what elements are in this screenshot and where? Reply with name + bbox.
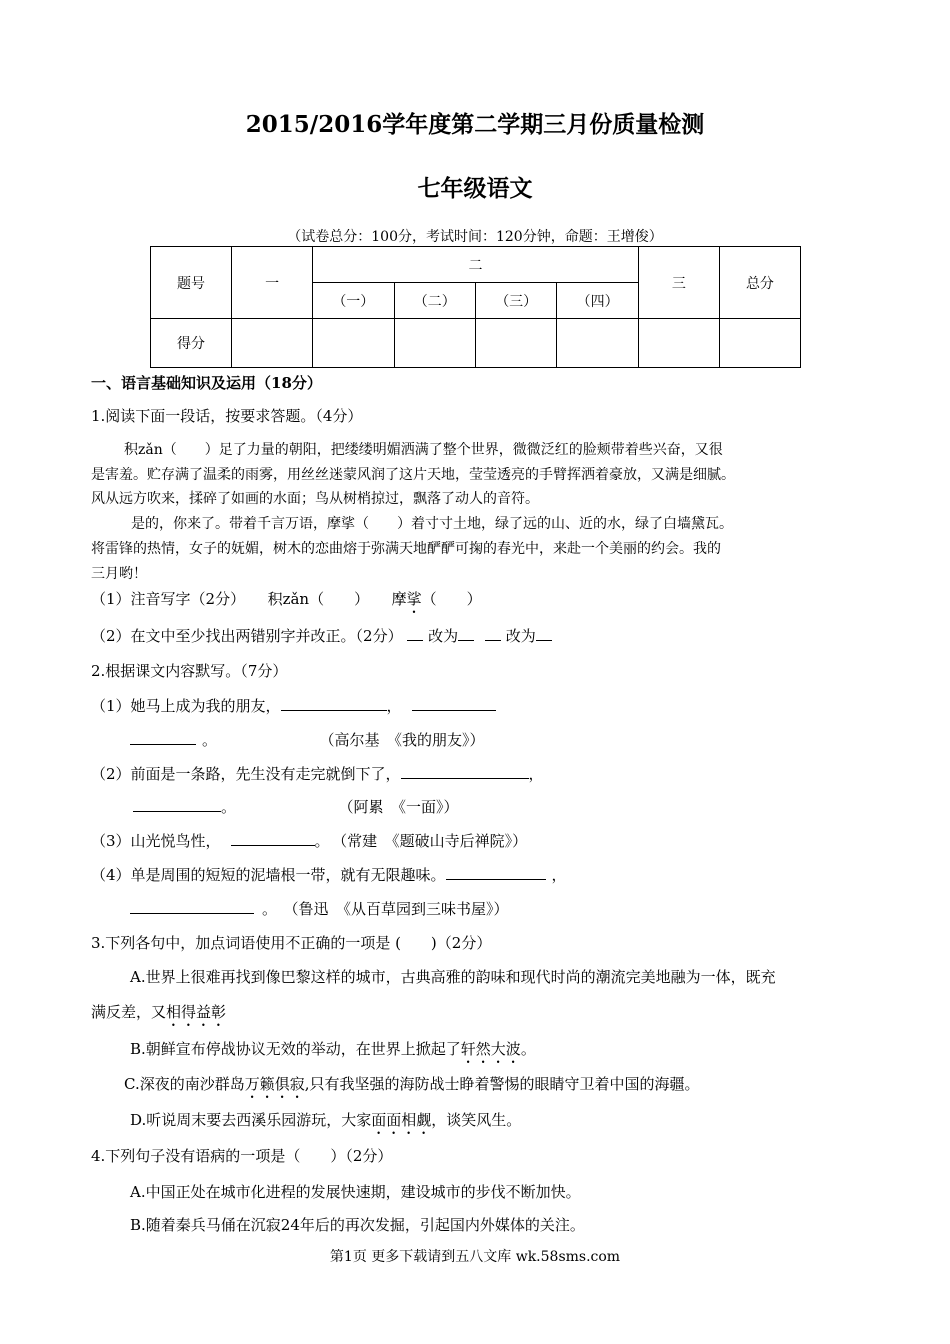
punct: 。 [314,832,330,850]
q3-c-end: ,只有我坚强的海防战士睁着警惕的眼睛守卫着中国的海疆。 [304,1075,700,1093]
q2-s3 [91,830,527,851]
q3-option-c [124,1073,700,1102]
q2-s1-source: （高尔基 《我的朋友》） [327,731,485,749]
q2-s3-text: （3）山光悦鸟性， [91,832,221,850]
q3-option-b [130,1038,536,1067]
answer-blank[interactable] [401,764,529,779]
punct: ， [386,697,402,715]
score-cell[interactable] [232,319,313,368]
q3-a-text: 满反差，又 [91,1003,167,1021]
q3-d-dotted: 面面相觑 [371,1111,432,1129]
sub-col-2: （二） [394,283,475,319]
q3-option-a: A.世界上很难再找到像巴黎这样的城市，古典高雅的韵味和现代时尚的潮流完美地融为一体，既充 [130,968,776,986]
sub-col-4: （四） [557,283,638,319]
q1-sub1 [91,588,482,617]
q3-d-end: ，谈笑风生。 [431,1111,522,1129]
q1-passage [91,438,871,586]
change-label: 改为 [428,627,459,645]
q3-option-d [130,1109,521,1138]
answer-blank[interactable] [133,797,221,812]
col-three: 三 [638,247,719,319]
score-cell[interactable] [638,319,719,368]
punct: 。 [520,1040,536,1058]
q3-d-text: D.听说周末要去西溪乐园游玩，大家 [130,1111,372,1129]
answer-blank[interactable] [485,626,501,641]
answer-blank[interactable] [130,899,254,914]
page-footer: 第1页 更多下载请到五八文库 wk.58sms.com [329,1249,621,1265]
q1-stem: 1.阅读下面一段话，按要求答题。（4分） [91,407,363,425]
passage-line: 风从远方吹来，揉碎了如画的水面；鸟从树梢掠过，飘落了动人的音符。 [91,491,539,508]
q2-s2-text: （2）前面是一条路，先生没有走完就倒下了， [91,765,401,783]
section1-heading: 一、语言基础知识及运用（18分） [91,374,322,392]
answer-blank[interactable] [458,626,474,641]
sub-col-3: （三） [475,283,556,319]
q2-s2-source: （阿累 《一面》） [346,798,459,816]
punct: ， [528,765,544,783]
q1-sub2 [91,625,552,646]
q3-a-dotted: 相得益彰 [166,1003,227,1021]
q3-b-dotted: 轩然大波 [460,1040,521,1058]
col-one: 一 [232,247,313,319]
score-cell[interactable] [475,319,556,368]
passage-line: 三月哟！ [91,565,147,582]
punct: 。 [202,731,218,749]
passage-line: 是害羞。贮存满了温柔的雨雾，用丝丝迷蒙风润了这片天地，莹莹透亮的手臂挥洒着豪放，又满是细腻。 [91,466,735,483]
score-cell[interactable] [313,319,394,368]
row-label-number: 题号 [151,247,232,319]
punct: ， [551,866,567,884]
sub-col-1: （一） [313,283,394,319]
passage-line: 将雷锋的热情，女子的妩媚，树木的恋曲熔于弥满天地酽酽可掬的春光中，来赴一个美丽的约会。我的 [91,540,721,557]
q1-sub1-dotted: 挲 [406,590,422,608]
change-label: 改为 [505,627,536,645]
q2-s1 [91,695,496,716]
q2-s1-cont [130,729,485,750]
q1-sub1-paren: （ ） [421,590,482,608]
q2-s4 [91,864,567,885]
score-cell[interactable] [557,319,638,368]
q3-c-text: C.深夜的南沙群岛 [124,1075,245,1093]
q3-option-a-cont [91,1001,226,1030]
answer-blank[interactable] [407,626,423,641]
q4-option-a: A.中国正处在城市化进程的发展快速期，建设城市的步伐不断加快。 [130,1183,581,1201]
q2-s1-text: （1）她马上成为我的朋友， [91,697,281,715]
row-label-score: 得分 [151,319,232,368]
q2-s3-source: （常建 《题破山寺后禅院》） [339,832,528,850]
answer-blank[interactable] [281,696,387,711]
score-cell[interactable] [719,319,800,368]
col-total: 总分 [719,247,800,319]
q3-stem: 3.下列各句中，加点词语使用不正确的一项是 ( )（2分） [91,934,492,952]
q1-sub2-text: （2）在文中至少找出两错别字并改正。（2分） [91,627,403,645]
exam-meta: （试卷总分：100分，考试时间：120分钟，命题：王增俊） [287,229,663,245]
q1-sub1-text: （1）注音写字（2分） 积zǎn（ ） 摩 [91,590,407,608]
exam-subtitle: 七年级语文 [417,175,533,202]
q3-c-dotted: 万籁俱寂 [244,1075,305,1093]
punct: 。 [262,900,278,918]
answer-blank[interactable] [536,626,552,641]
answer-blank[interactable] [130,730,196,745]
q2-stem: 2.根据课文内容默写。（7分） [91,662,288,680]
passage-line: 是的，你来了。带着千言万语，摩挲（ ）着寸寸土地，绿了远的山、近的水，绿了白墙黛瓦。 [131,516,733,533]
q2-s2 [91,763,544,784]
q2-s4-cont [130,898,509,919]
punct: 。 [221,798,237,816]
q4-option-b: B.随着秦兵马俑在沉寂24年后的再次发掘，引起国内外媒体的关注。 [130,1216,585,1234]
q2-s2-cont [133,796,459,817]
col-two: 二 [313,247,639,283]
q2-s4-text: （4）单是周围的短短的泥墙根一带，就有无限趣味。 [91,866,446,884]
answer-blank[interactable] [446,865,546,880]
q4-stem: 4.下列句子没有语病的一项是（ ）（2分） [91,1147,393,1165]
answer-blank[interactable] [231,831,315,846]
exam-title: 2015/2016学年度第二学期三月份质量检测 [245,111,705,138]
q3-b-text: B.朝鲜宣布停战协议无效的举动，在世界上掀起了 [130,1040,461,1058]
answer-blank[interactable] [412,696,496,711]
passage-line: 积zǎn（ ）足了力量的朝阳，把缕缕明媚洒满了整个世界，微微泛红的脸颊带着些兴奋，又很 [124,442,723,458]
score-table [150,246,801,368]
q2-s4-source: （鲁迅 《从百草园到三味书屋》） [291,900,509,918]
score-cell[interactable] [394,319,475,368]
